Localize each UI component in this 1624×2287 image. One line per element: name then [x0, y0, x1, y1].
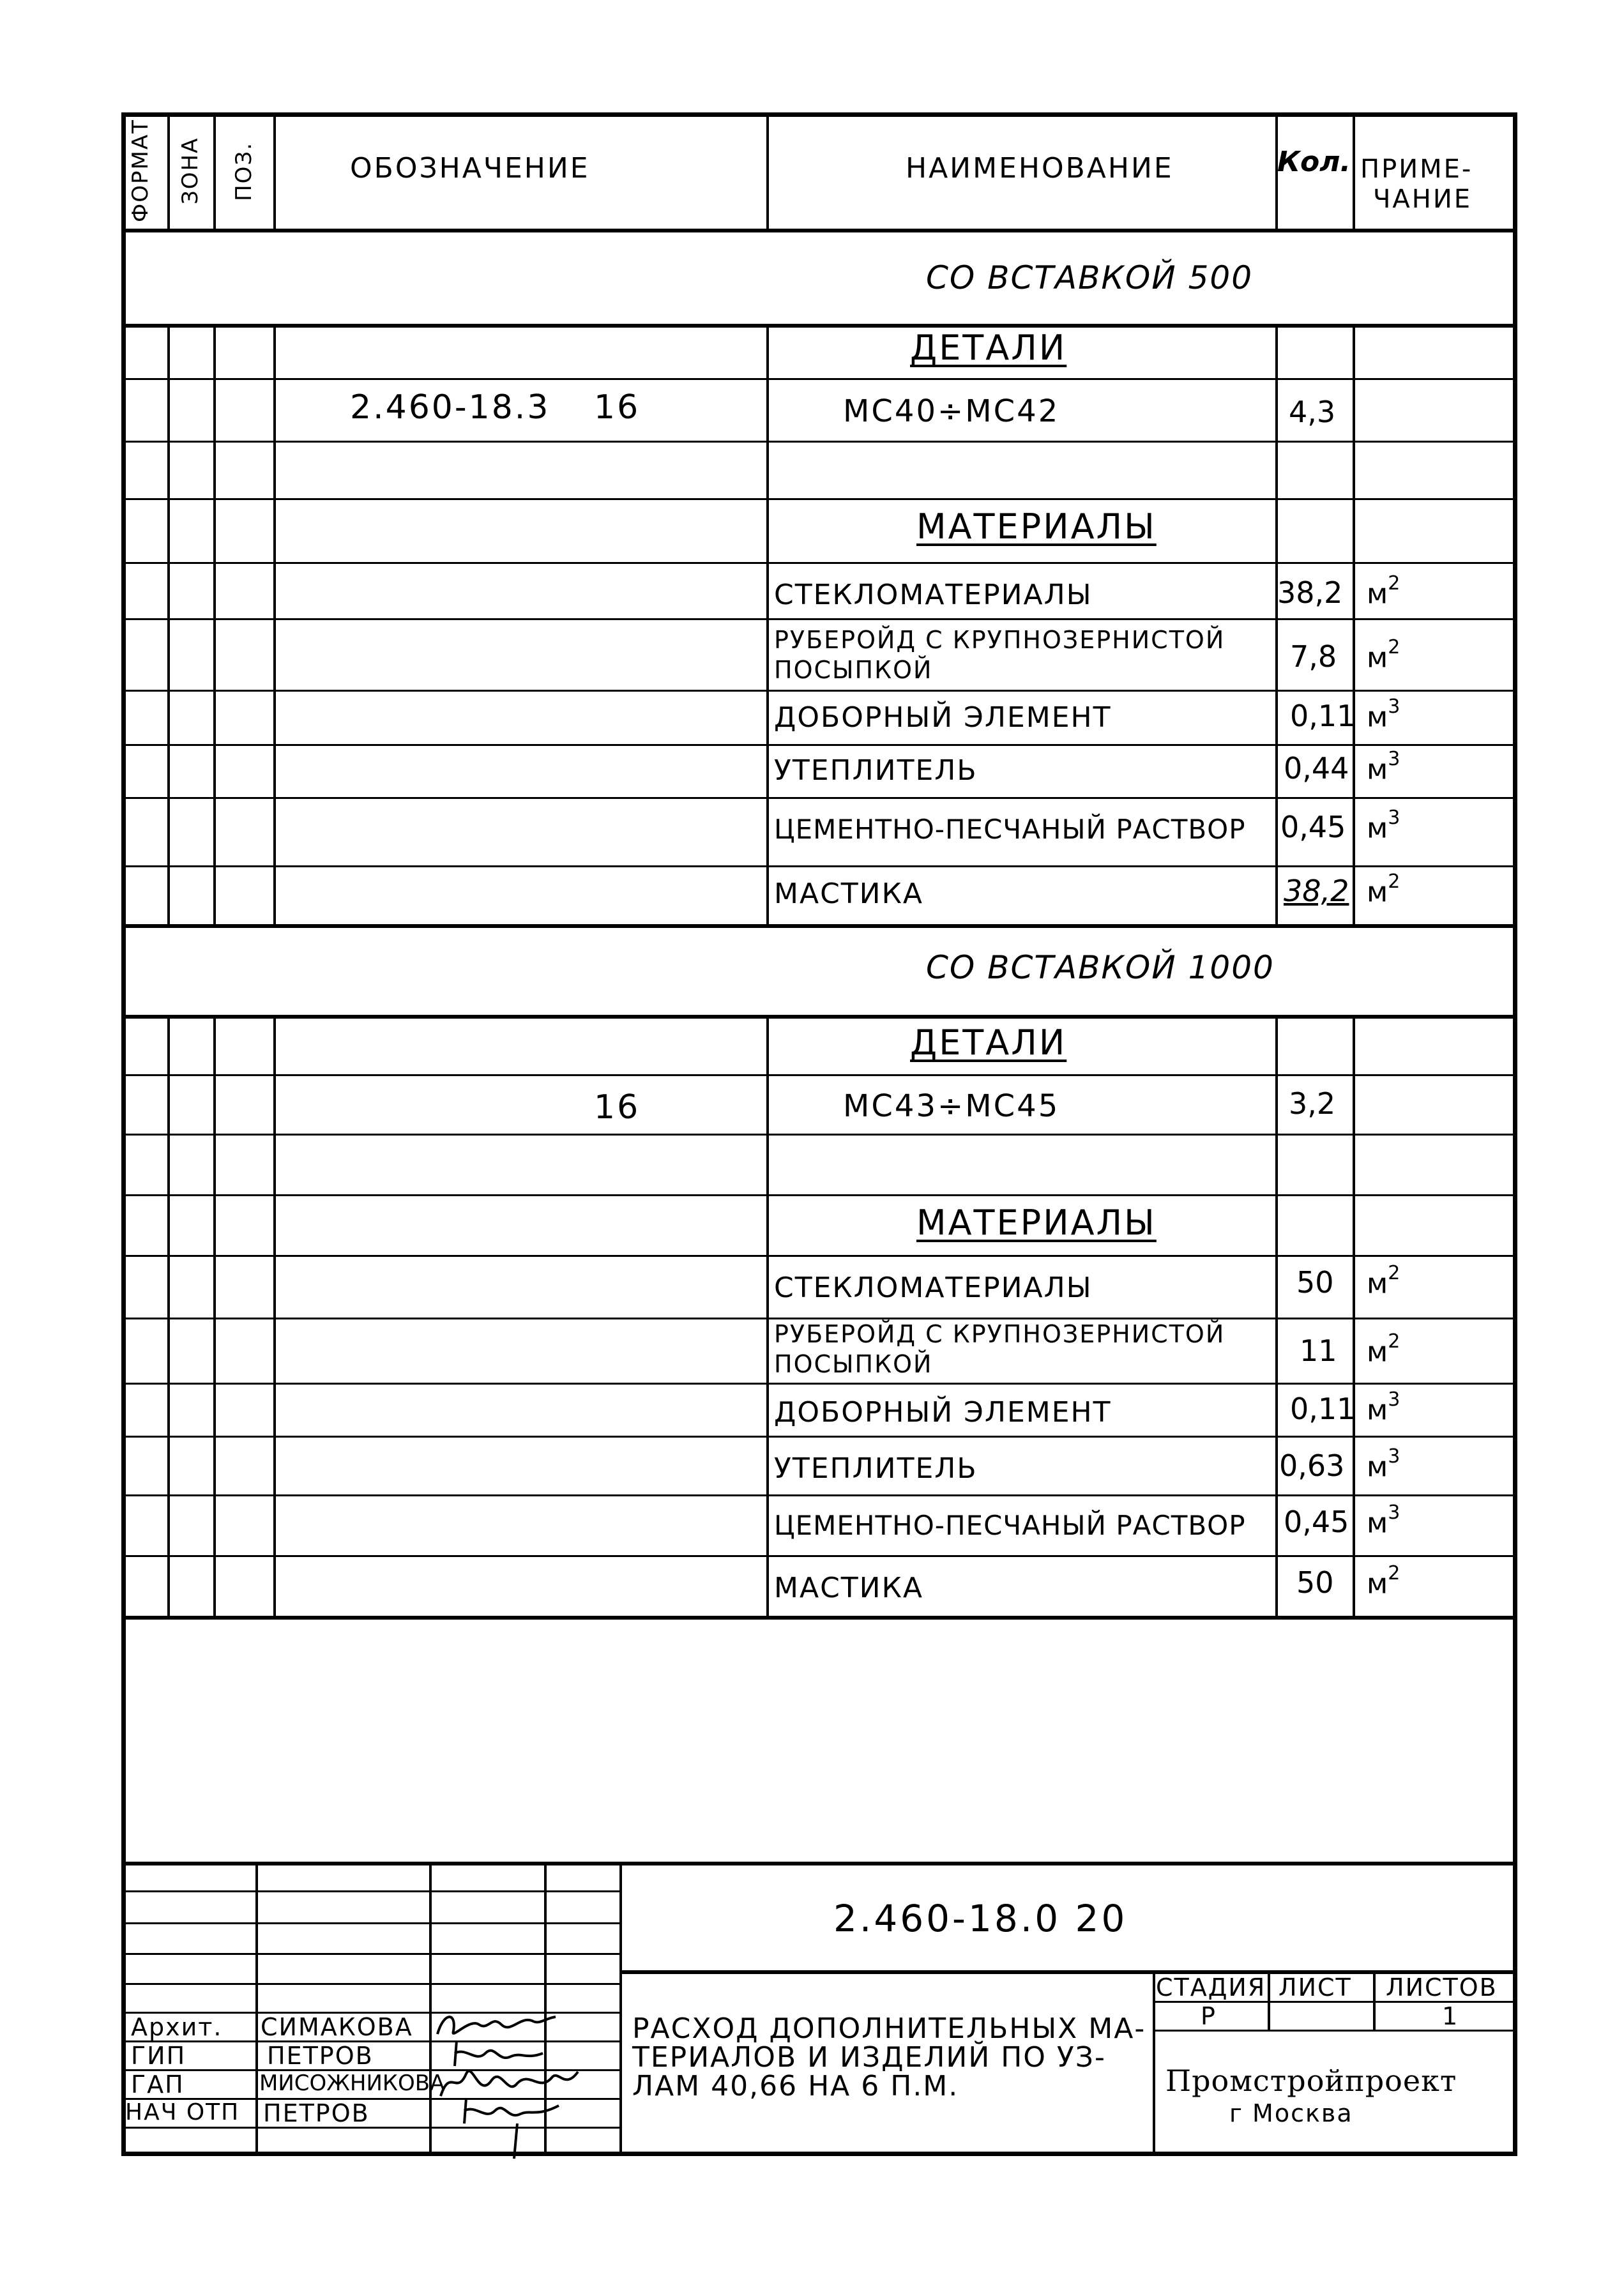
signer-role: ГИП [131, 2042, 186, 2070]
material-unit: $м^2$ [1367, 1330, 1400, 1369]
col-line-format [167, 112, 170, 231]
material-qty: 7,8 [1290, 639, 1337, 674]
signature-image [457, 2092, 572, 2162]
material-unit: $м^3$ [1367, 1445, 1400, 1484]
section2-title-bottom [121, 1015, 1517, 1019]
material-unit: $м^3$ [1367, 695, 1400, 734]
title-block-top [121, 1862, 1517, 1865]
header-qty: Кол. [1277, 146, 1351, 178]
row-line [121, 1555, 1517, 1557]
row-line [121, 378, 1517, 380]
row-line [121, 1074, 1517, 1076]
material-qty: 0,11 [1290, 699, 1356, 733]
section1-bottom [121, 924, 1517, 928]
material-name: МАСТИКА [774, 1572, 923, 1604]
section2-materials-title: МАТЕРИАЛЫ [916, 1203, 1157, 1243]
header-format: ФОРМАТ [128, 119, 153, 222]
section2-details-title: ДЕТАЛИ [910, 1022, 1067, 1063]
row-line [121, 618, 1517, 620]
signer-name: СИМАКОВА [261, 2013, 413, 2041]
header-name: НАИМЕНОВАНИЕ [906, 152, 1174, 185]
section2-detail-qty: 3,2 [1289, 1086, 1336, 1121]
material-unit: $м^3$ [1367, 748, 1400, 786]
section1-detail-sheet: 16 [594, 388, 641, 427]
tb-row-line [121, 1953, 619, 1955]
header-bottom-line [121, 229, 1517, 232]
document-title-line3: ЛАМ 40,66 НА 6 П.М. [632, 2070, 959, 2102]
tb-code-bottom [619, 1970, 1517, 1974]
material-name: ЦЕМЕНТНО-ПЕСЧАНЫЙ РАСТВОР [774, 814, 1246, 845]
row-line [121, 797, 1517, 799]
tb-row-line [121, 1983, 619, 1985]
material-name: УТЕПЛИТЕЛЬ [774, 754, 978, 787]
material-name: СТЕКЛОМАТЕРИАЛЫ [774, 579, 1093, 611]
section2-detail-sheet: 16 [594, 1088, 641, 1127]
material-unit: $м^3$ [1367, 1388, 1400, 1427]
section2-bottom [121, 1616, 1517, 1620]
organization-city: г Москва [1229, 2099, 1353, 2127]
material-name: СТЕКЛОМАТЕРИАЛЫ [774, 1272, 1093, 1304]
col-line-zone [213, 112, 216, 231]
material-name-line2: ПОСЫПКОЙ [774, 656, 933, 684]
col-line-designation [766, 112, 769, 231]
material-qty: 38,2 [1284, 874, 1349, 908]
row-line [121, 1134, 1517, 1136]
material-name: ДОБОРНЫЙ ЭЛЕМЕНТ [774, 701, 1112, 734]
document-code: 2.460-18.0 20 [833, 1897, 1128, 1940]
col-line-qty-s1 [1353, 326, 1355, 926]
row-line [121, 690, 1517, 692]
material-unit: $м^2$ [1367, 572, 1400, 611]
material-qty: 0,45 [1280, 810, 1346, 844]
row-line [121, 441, 1517, 443]
material-name-line1: РУБЕРОЙД С КРУПНОЗЕРНИСТОЙ [774, 626, 1226, 654]
material-unit: $м^3$ [1367, 1501, 1400, 1540]
row-line [121, 1318, 1517, 1319]
material-unit: $м^2$ [1367, 1562, 1400, 1600]
header-pos: ПОЗ. [231, 142, 257, 201]
header-note-line2: ЧАНИЕ [1373, 185, 1473, 214]
organization-name: Промстройпроект [1165, 2063, 1457, 2098]
col-line-pos-s1 [273, 326, 276, 926]
row-line [121, 498, 1517, 500]
col-line-designation-s1 [766, 326, 769, 926]
section1-title-bottom [121, 324, 1517, 328]
material-qty: 11 [1300, 1333, 1337, 1368]
tb-row-line [121, 1890, 619, 1892]
material-unit: $м^2$ [1367, 1262, 1400, 1300]
row-line [121, 865, 1517, 867]
header-note-line1: ПРИМЕ- [1360, 155, 1473, 184]
tb-sheet-col [1373, 1970, 1376, 2031]
material-name: ДОБОРНЫЙ ЭЛЕМЕНТ [774, 1396, 1112, 1429]
row-line [121, 1436, 1517, 1438]
material-name-line2: ПОСЫПКОЙ [774, 1350, 933, 1378]
section1-detail-qty: 4,3 [1289, 395, 1336, 429]
material-qty: 38,2 [1277, 575, 1343, 610]
signer-role: НАЧ ОТП [125, 2099, 240, 2125]
document-title-line1: РАСХОД ДОПОЛНИТЕЛЬНЫХ МА- [632, 2012, 1146, 2045]
tb-row-line [121, 1922, 619, 1924]
row-line [121, 1194, 1517, 1196]
document-title-line2: ТЕРИАЛОВ И ИЗДЕЛИЙ ПО УЗ- [632, 2041, 1106, 2074]
material-qty: 0,11 [1290, 1392, 1356, 1426]
signer-role: Архит. [131, 2013, 223, 2041]
header-zone: ЗОНА [178, 137, 203, 204]
col-line-zone-s1 [213, 326, 216, 926]
col-line-name-s1 [1275, 326, 1278, 926]
row-line [121, 1255, 1517, 1257]
signer-name: ПЕТРОВ [267, 2042, 374, 2070]
material-unit: $м^2$ [1367, 870, 1400, 909]
col-line-format-s1 [167, 326, 170, 926]
sheets-value: 1 [1442, 2002, 1459, 2030]
material-qty: 0,45 [1284, 1505, 1349, 1539]
sheets-label: ЛИСТОВ [1386, 1973, 1498, 2002]
material-qty: 0,44 [1284, 751, 1349, 786]
section1-materials-title: МАТЕРИАЛЫ [916, 506, 1157, 547]
section1-detail-name: МС40÷МС42 [843, 393, 1060, 429]
signer-role: ГАП [131, 2070, 185, 2099]
section2-detail-name: МС43÷МС45 [843, 1088, 1060, 1124]
signer-name: ПЕТРОВ [263, 2099, 370, 2127]
material-name-line1: РУБЕРОЙД С КРУПНОЗЕРНИСТОЙ [774, 1320, 1226, 1348]
row-line [121, 562, 1517, 564]
tb-stage-col [1268, 1970, 1270, 2031]
material-name: МАСТИКА [774, 878, 923, 910]
col-line-pos [273, 112, 276, 231]
tb-col-line [255, 1862, 258, 2154]
material-qty: 0,63 [1279, 1448, 1345, 1483]
stage-value: Р [1201, 2002, 1217, 2030]
row-line [121, 1494, 1517, 1496]
row-line [121, 1383, 1517, 1385]
material-name: ЦЕМЕНТНО-ПЕСЧАНЫЙ РАСТВОР [774, 1510, 1246, 1541]
tb-col-line [619, 1862, 622, 2154]
col-line-qty [1353, 112, 1355, 231]
header-designation: ОБОЗНАЧЕНИЕ [350, 152, 590, 185]
signer-name: МИСОЖНИКОВА [259, 2070, 445, 2096]
row-line [121, 744, 1517, 746]
tb-stage-divider [1153, 1970, 1155, 2154]
material-qty: 50 [1296, 1265, 1334, 1300]
section2-title: СО ВСТАВКОЙ 1000 [926, 949, 1275, 986]
sheet-label: ЛИСТ [1279, 1973, 1352, 2002]
stage-label: СТАДИЯ [1156, 1973, 1266, 2002]
material-qty: 50 [1296, 1565, 1334, 1600]
section1-details-title: ДЕТАЛИ [910, 328, 1067, 368]
section1-title: СО ВСТАВКОЙ 500 [926, 259, 1254, 296]
material-unit: $м^3$ [1367, 807, 1400, 845]
material-name: УТЕПЛИТЕЛЬ [774, 1452, 978, 1485]
material-unit: $м^2$ [1367, 636, 1400, 674]
section1-detail-designation: 2.460-18.3 [350, 388, 550, 427]
